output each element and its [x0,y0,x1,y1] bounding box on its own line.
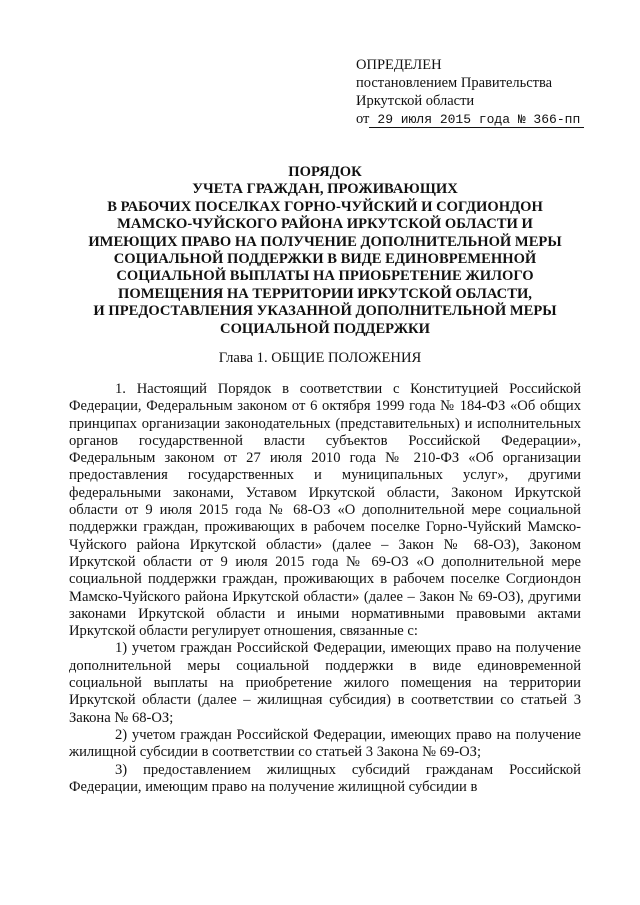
approval-date-value: 29 июля 2015 года № 366-пп [369,112,584,128]
approval-line-3: Иркутской области [356,93,475,109]
document-body [69,381,581,796]
title-line: И ПРЕДОСТАВЛЕНИЯ УКАЗАННОЙ ДОПОЛНИТЕЛЬНОЙ МЕРЫ [93,303,557,320]
approval-line-1: ОПРЕДЕЛЕН [356,57,442,73]
title-line: УЧЕТА ГРАЖДАН, ПРОЖИВАЮЩИХ [192,181,458,198]
chapter-heading: Глава 1. ОБЩИЕ ПОЛОЖЕНИЯ [218,350,422,366]
title-line: В РАБОЧИХ ПОСЕЛКАХ ГОРНО-ЧУЙСКИЙ И СОГДИОНДОН [107,198,543,215]
approval-stamp [356,56,596,129]
title-line: СОЦИАЛЬНОЙ ПОДДЕРЖКИ [220,320,430,337]
paragraph-1: 1. Настоящий Порядок в соответствии с Конституцией Российской Федерации, Федеральным законом от 6 октября 1999 года № 184-ФЗ «Об общих принципах организации законодательных (представительных) и исполнительных органов государственной власти субъектов Российской Федерации», Федеральным законом от 27 июля 2010 года № 210-ФЗ «Об организации предоставления государственных и муниципальных услуг», другими федеральными законами, Уставом Иркутской области, Законом Иркутской области от 9 июля 2015 года № 68-ОЗ «О дополнительной мере социальной поддержки граждан, проживающих в рабочем поселке Горно-Чуйский Мамско-Чуйского района Иркутской области» (далее – Закон № 68-ОЗ), Законом Иркутской области от 9 июля 2015 года № 69-ОЗ «О дополнительной мере социальной поддержки граждан, проживающих в рабочем поселке Согдиондон Мамско-Чуйского района Иркутской области» (далее – Закон № 69-ОЗ), другими законами Иркутской области и иными нормативными правовыми актами Иркутской области регулирует отношения, связанные с: [69,381,581,640]
title-line: СОЦИАЛЬНОЙ ВЫПЛАТЫ НА ПРИОБРЕТЕНИЕ ЖИЛОГО [116,268,534,285]
approval-date-prefix: от [356,111,370,127]
list-item-3: 3) предоставлением жилищных субсидий гражданам Российской Федерации, имеющим право на получение жилищной субсидии в [69,761,581,795]
title-line: ПОРЯДОК [288,164,362,180]
title-line: МАМСКО-ЧУЙСКОГО РАЙОНА ИРКУТСКОЙ ОБЛАСТИ И [117,216,533,233]
title-line: СОЦИАЛЬНОЙ ПОДДЕРЖКИ В ВИДЕ ЕДИНОВРЕМЕННОЙ [113,251,537,268]
approval-line-2: постановлением Правительства [356,75,553,91]
document-title [70,164,580,338]
approval-date-line [356,110,596,129]
list-item-2: 2) учетом граждан Российской Федерации, имеющих право на получение жилищной субсидии в соответствии со статьей 3 Закона № 69-ОЗ; [69,726,581,761]
list-item-1: 1) учетом граждан Российской Федерации, имеющих право на получение дополнительной меры социальной поддержки в виде единовременной социальной выплаты на приобретение жилого помещения на территории Иркутской области (далее – жилищная субсидия) в соответствии со статьей 3 Закона № 68-ОЗ; [69,640,581,726]
title-line: ПОМЕЩЕНИЯ НА ТЕРРИТОРИИ ИРКУТСКОЙ ОБЛАСТИ, [118,285,532,302]
title-line: ИМЕЮЩИХ ПРАВО НА ПОЛУЧЕНИЕ ДОПОЛНИТЕЛЬНОЙ МЕРЫ [88,233,562,250]
